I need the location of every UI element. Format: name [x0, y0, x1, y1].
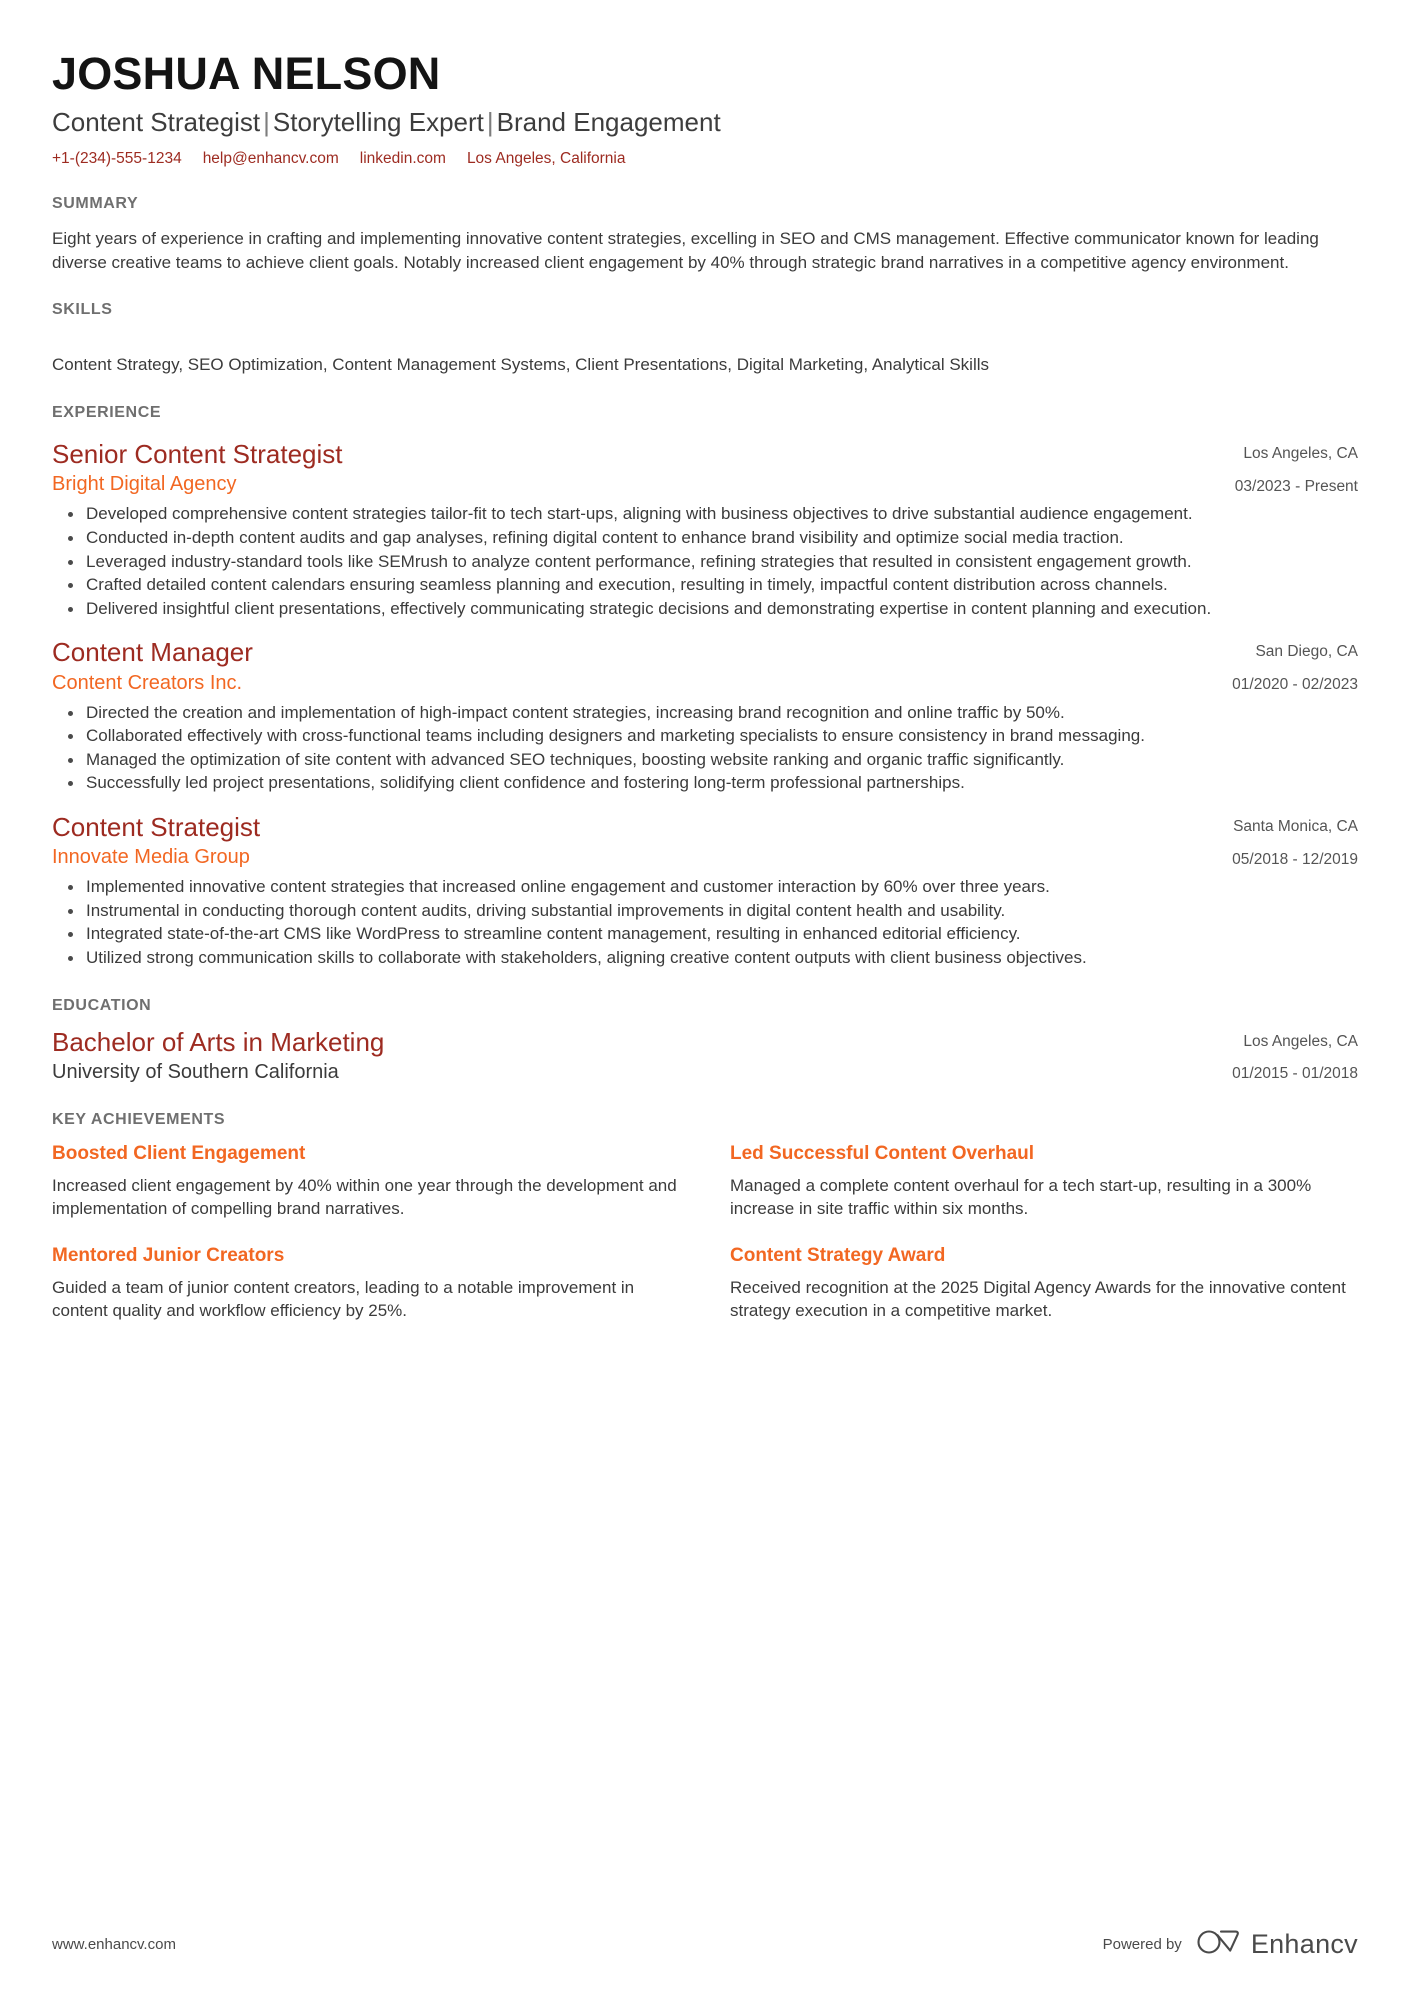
powered-by-label: Powered by: [1102, 1936, 1182, 1953]
job-location: San Diego, CA: [1255, 643, 1358, 661]
summary-text: Eight years of experience in crafting and implementing innovative content strategies, excelling in SEO and CMS management. Effective communicator known for leading diverse creative teams to achieve client goals. Notably increased client engagement by 40% through strategic brand narratives in a competitive agency environment.: [52, 229, 1319, 272]
job-bullet: Leveraged industry-standard tools like SEMrush to analyze content performance, refining strategies that resulted in consistent engagement growth.: [82, 551, 1358, 574]
job-bullet: Collaborated effectively with cross-functional teams including designers and marketing specialists to ensure consistency in brand messaging.: [82, 725, 1358, 748]
section-summary: [52, 194, 1358, 274]
experience-entry-header: [52, 812, 1358, 869]
footer-website-url[interactable]: www.enhancv.com: [52, 1936, 176, 1953]
company-name: Bright Digital Agency: [52, 473, 237, 496]
job-dates: 03/2023 - Present: [1234, 477, 1358, 495]
experience-entry-meta: [1232, 812, 1358, 869]
company-name: Content Creators Inc.: [52, 671, 243, 694]
headline-part-3: Brand Engagement: [496, 106, 721, 137]
enhancv-brand-name: Enhancv: [1250, 1929, 1358, 1959]
key-achievements-grid: [52, 1143, 1358, 1322]
experience-entry: [52, 637, 1358, 795]
job-bullet-list: [52, 702, 1358, 795]
job-bullet: Managed the optimization of site content with advanced SEO techniques, boosting website ranking and organic traffic significantly.: [82, 749, 1358, 772]
job-bullet: Directed the creation and implementation of high-impact content strategies, increasing brand recognition and online traffic by 50%.: [82, 702, 1358, 725]
section-title-summary: SUMMARY: [52, 194, 139, 212]
job-bullet: Integrated state-of-the-art CMS like WordPress to streamline content management, resulting in enhanced editorial efficiency.: [82, 923, 1358, 946]
education-entry-identity: [52, 1027, 1232, 1084]
section-education: [52, 996, 1358, 1084]
job-location: Los Angeles, CA: [1243, 445, 1358, 463]
job-bullet: Delivered insightful client presentations, effectively communicating strategic decisions and demonstrating expertise in content planning and execution.: [82, 598, 1358, 621]
achievement-description: Guided a team of junior content creators, leading to a notable improvement in content quality and workflow efficiency by 25%.: [52, 1278, 635, 1320]
company-name: Innovate Media Group: [52, 846, 250, 869]
section-title-experience: EXPERIENCE: [52, 403, 162, 421]
experience-entry: [52, 439, 1358, 620]
achievement-item: [730, 1143, 1358, 1220]
footer-branding: [1103, 1928, 1358, 1961]
education-entry-meta: [1232, 1027, 1358, 1084]
contact-bar: [52, 150, 1358, 168]
job-bullet: Developed comprehensive content strategies tailor-fit to tech start-ups, aligning with business objectives to drive substantial audience engagement.: [82, 503, 1358, 526]
education-entry: [52, 1027, 1358, 1084]
achievement-item: [52, 1143, 680, 1220]
job-title: Content Manager: [52, 637, 253, 668]
experience-entry: [52, 812, 1358, 970]
experience-entry-header: [52, 439, 1358, 496]
job-title: Senior Content Strategist: [52, 439, 343, 470]
headline-separator-2: |: [486, 106, 494, 137]
section-title-education: EDUCATION: [52, 996, 152, 1014]
enhancv-brand: [1196, 1928, 1358, 1961]
headline-part-1: Content Strategist: [52, 106, 261, 137]
job-bullet: Conducted in-depth content audits and gap analyses, refining digital content to enhance brand visibility and optimize social media traction.: [82, 527, 1358, 550]
job-bullet-list: [52, 876, 1358, 969]
headline-separator-1: |: [263, 106, 270, 137]
candidate-name: JOSHUA NELSON: [52, 48, 441, 99]
candidate-headline: [52, 107, 1358, 138]
headline-part-2: Storytelling Expert: [272, 106, 484, 137]
achievement-description: Increased client engagement by 40% within one year through the development and implementation of compelling brand narratives.: [52, 1175, 677, 1218]
job-location: Santa Monica, CA: [1233, 818, 1358, 835]
contact-phone[interactable]: +1-(234)-555-1234: [52, 149, 182, 167]
job-bullet-list: [52, 503, 1358, 620]
achievement-description: Managed a complete content overhaul for a tech start-up, resulting in a 300% increase in site traffic within six months.: [730, 1175, 1312, 1218]
experience-entry-meta: [1232, 637, 1358, 694]
job-bullet: Successfully led project presentations, solidifying client confidence and fostering long-term professional partnerships.: [82, 772, 1358, 795]
section-title-skills: SKILLS: [52, 300, 113, 318]
job-dates: 01/2020 - 02/2023: [1232, 675, 1358, 693]
section-key-achievements: [52, 1110, 1358, 1322]
experience-entry-meta: [1235, 439, 1358, 496]
contact-email[interactable]: help@enhancv.com: [202, 149, 339, 167]
education-entry-header: [52, 1027, 1358, 1084]
institution-name: University of Southern California: [52, 1060, 339, 1083]
enhancv-infinity-logo-icon: [1196, 1928, 1242, 1961]
achievement-title: Content Strategy Award: [730, 1245, 946, 1267]
job-bullet: Instrumental in conducting thorough content audits, driving substantial improvements in digital content health and usability.: [82, 900, 1358, 923]
experience-entry-identity: [52, 812, 1232, 869]
achievement-item: [52, 1245, 680, 1322]
experience-entry-header: [52, 637, 1358, 694]
section-skills: [52, 300, 1358, 377]
education-location: Los Angeles, CA: [1243, 1032, 1358, 1050]
section-title-key-achievements: KEY ACHIEVEMENTS: [52, 1111, 226, 1128]
achievement-description: Received recognition at the 2025 Digital Agency Awards for the innovative content strategy execution in a competitive market.: [730, 1278, 1346, 1320]
achievement-title: Boosted Client Engagement: [52, 1143, 306, 1165]
job-bullet: Utilized strong communication skills to collaborate with stakeholders, aligning creative content outputs with client business objectives.: [82, 947, 1358, 970]
resume-footer: [52, 1928, 1358, 1961]
section-experience: [52, 403, 1358, 970]
experience-entry-identity: [52, 637, 1232, 694]
achievement-title: Mentored Junior Creators: [52, 1245, 285, 1267]
contact-linkedin-link[interactable]: linkedin.com: [359, 149, 446, 167]
skills-list: Content Strategy, SEO Optimization, Content Management Systems, Client Presentations, Digital Marketing, Analytical Skills: [52, 355, 989, 375]
education-dates: 01/2015 - 01/2018: [1232, 1065, 1358, 1083]
job-bullet: Implemented innovative content strategies that increased online engagement and customer interaction by 60% over three years.: [82, 876, 1358, 899]
achievement-title: Led Successful Content Overhaul: [730, 1143, 1035, 1165]
degree-title: Bachelor of Arts in Marketing: [52, 1026, 385, 1057]
achievement-item: [730, 1245, 1358, 1322]
contact-location: Los Angeles, California: [466, 149, 626, 167]
job-title: Content Strategist: [52, 812, 261, 842]
job-dates: 05/2018 - 12/2019: [1232, 850, 1358, 868]
experience-entry-identity: [52, 439, 1235, 496]
resume-header: [52, 44, 1358, 168]
job-bullet: Crafted detailed content calendars ensuring seamless planning and execution, resulting in timely, impactful content distribution across channels.: [82, 574, 1358, 597]
